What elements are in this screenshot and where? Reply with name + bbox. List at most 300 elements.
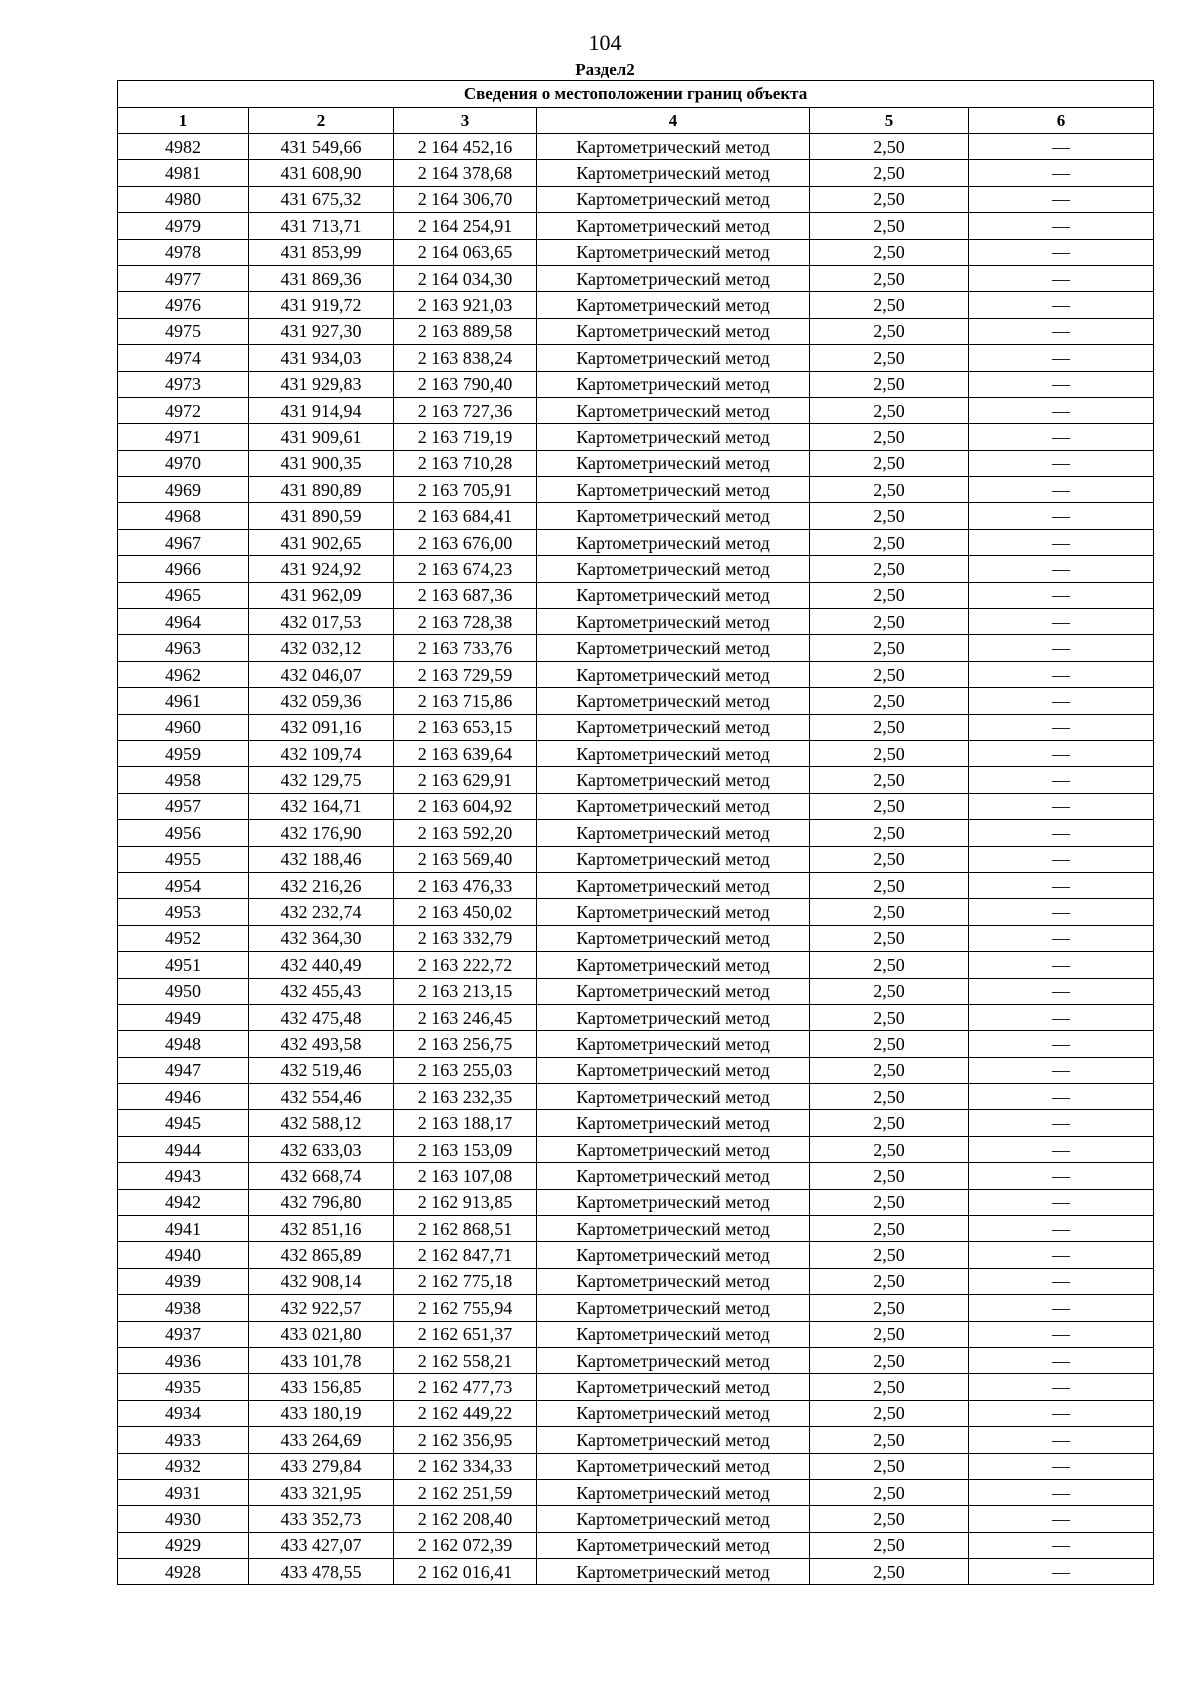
point-number-cell: 4966 [118,556,249,582]
point-number-cell: 4938 [118,1295,249,1321]
method-cell: Картометрический метод [537,1347,810,1373]
description-cell: — [969,1400,1154,1426]
method-cell: Картометрический метод [537,1374,810,1400]
method-cell: Картометрический метод [537,952,810,978]
table-row [118,872,1154,898]
point-number-cell: 4982 [118,134,249,160]
method-cell: Картометрический метод [537,318,810,344]
method-cell: Картометрический метод [537,1506,810,1532]
description-cell: — [969,1031,1154,1057]
point-number-cell: 4937 [118,1321,249,1347]
method-cell: Картометрический метод [537,767,810,793]
accuracy-cell: 2,50 [810,1031,969,1057]
method-cell: Картометрический метод [537,872,810,898]
description-cell: — [969,1057,1154,1083]
accuracy-cell: 2,50 [810,635,969,661]
x-coordinate-cell: 431 549,66 [249,134,394,160]
method-cell: Картометрический метод [537,1295,810,1321]
table-row [118,1084,1154,1110]
description-cell: — [969,1559,1154,1585]
x-coordinate-cell: 432 519,46 [249,1057,394,1083]
method-cell: Картометрический метод [537,371,810,397]
accuracy-cell: 2,50 [810,292,969,318]
y-coordinate-cell: 2 163 569,40 [394,846,537,872]
x-coordinate-cell: 433 427,07 [249,1532,394,1558]
method-cell: Картометрический метод [537,899,810,925]
y-coordinate-cell: 2 163 674,23 [394,556,537,582]
y-coordinate-cell: 2 162 334,33 [394,1453,537,1479]
y-coordinate-cell: 2 162 755,94 [394,1295,537,1321]
accuracy-cell: 2,50 [810,134,969,160]
point-number-cell: 4935 [118,1374,249,1400]
point-number-cell: 4971 [118,424,249,450]
accuracy-cell: 2,50 [810,556,969,582]
description-cell: — [969,1347,1154,1373]
table-row [118,213,1154,239]
accuracy-cell: 2,50 [810,1427,969,1453]
accuracy-cell: 2,50 [810,582,969,608]
method-cell: Картометрический метод [537,609,810,635]
method-cell: Картометрический метод [537,661,810,687]
accuracy-cell: 2,50 [810,1110,969,1136]
description-cell: — [969,1374,1154,1400]
point-number-cell: 4939 [118,1268,249,1294]
y-coordinate-cell: 2 162 016,41 [394,1559,537,1585]
accuracy-cell: 2,50 [810,239,969,265]
method-cell: Картометрический метод [537,1321,810,1347]
accuracy-cell: 2,50 [810,1479,969,1505]
description-cell: — [969,978,1154,1004]
table-row [118,1506,1154,1532]
x-coordinate-cell: 433 264,69 [249,1427,394,1453]
method-cell: Картометрический метод [537,714,810,740]
table-row [118,609,1154,635]
x-coordinate-cell: 431 962,09 [249,582,394,608]
accuracy-cell: 2,50 [810,978,969,1004]
accuracy-cell: 2,50 [810,213,969,239]
x-coordinate-cell: 431 919,72 [249,292,394,318]
y-coordinate-cell: 2 163 246,45 [394,1004,537,1030]
description-cell: — [969,609,1154,635]
description-cell: — [969,740,1154,766]
x-coordinate-cell: 432 109,74 [249,740,394,766]
y-coordinate-cell: 2 163 107,08 [394,1163,537,1189]
accuracy-cell: 2,50 [810,1163,969,1189]
y-coordinate-cell: 2 162 251,59 [394,1479,537,1505]
y-coordinate-cell: 2 163 153,09 [394,1136,537,1162]
method-cell: Картометрический метод [537,186,810,212]
y-coordinate-cell: 2 163 450,02 [394,899,537,925]
column-header: 5 [810,108,969,134]
accuracy-cell: 2,50 [810,265,969,291]
x-coordinate-cell: 431 853,99 [249,239,394,265]
method-cell: Картометрический метод [537,424,810,450]
description-cell: — [969,661,1154,687]
description-cell: — [969,925,1154,951]
table-body [118,134,1154,1585]
point-number-cell: 4968 [118,503,249,529]
description-cell: — [969,820,1154,846]
point-number-cell: 4959 [118,740,249,766]
y-coordinate-cell: 2 164 034,30 [394,265,537,291]
point-number-cell: 4970 [118,450,249,476]
accuracy-cell: 2,50 [810,661,969,687]
x-coordinate-cell: 432 851,16 [249,1216,394,1242]
method-cell: Картометрический метод [537,450,810,476]
table-row [118,345,1154,371]
table-row [118,767,1154,793]
table-row [118,424,1154,450]
description-cell: — [969,318,1154,344]
point-number-cell: 4976 [118,292,249,318]
y-coordinate-cell: 2 162 847,71 [394,1242,537,1268]
accuracy-cell: 2,50 [810,503,969,529]
y-coordinate-cell: 2 164 254,91 [394,213,537,239]
method-cell: Картометрический метод [537,820,810,846]
method-cell: Картометрический метод [537,1242,810,1268]
x-coordinate-cell: 431 934,03 [249,345,394,371]
table-row [118,1400,1154,1426]
x-coordinate-cell: 431 713,71 [249,213,394,239]
table-row [118,1163,1154,1189]
description-cell: — [969,1268,1154,1294]
y-coordinate-cell: 2 164 063,65 [394,239,537,265]
table-row [118,1374,1154,1400]
table-row [118,1216,1154,1242]
description-cell: — [969,213,1154,239]
x-coordinate-cell: 432 176,90 [249,820,394,846]
table-row [118,1189,1154,1215]
description-cell: — [969,635,1154,661]
x-coordinate-cell: 432 475,48 [249,1004,394,1030]
table-row [118,1136,1154,1162]
y-coordinate-cell: 2 163 188,17 [394,1110,537,1136]
method-cell: Картометрический метод [537,1479,810,1505]
y-coordinate-cell: 2 162 913,85 [394,1189,537,1215]
x-coordinate-cell: 431 869,36 [249,265,394,291]
y-coordinate-cell: 2 163 213,15 [394,978,537,1004]
x-coordinate-cell: 431 890,59 [249,503,394,529]
table-row [118,160,1154,186]
accuracy-cell: 2,50 [810,529,969,555]
method-cell: Картометрический метод [537,1163,810,1189]
point-number-cell: 4931 [118,1479,249,1505]
y-coordinate-cell: 2 163 255,03 [394,1057,537,1083]
accuracy-cell: 2,50 [810,371,969,397]
method-cell: Картометрический метод [537,1057,810,1083]
description-cell: — [969,1295,1154,1321]
point-number-cell: 4957 [118,793,249,819]
accuracy-cell: 2,50 [810,952,969,978]
description-cell: — [969,265,1154,291]
x-coordinate-cell: 431 900,35 [249,450,394,476]
y-coordinate-cell: 2 163 921,03 [394,292,537,318]
point-number-cell: 4948 [118,1031,249,1057]
description-cell: — [969,1136,1154,1162]
accuracy-cell: 2,50 [810,1004,969,1030]
boundary-coordinates-table [117,80,1154,1585]
description-cell: — [969,345,1154,371]
method-cell: Картометрический метод [537,846,810,872]
table-row [118,978,1154,1004]
x-coordinate-cell: 432 046,07 [249,661,394,687]
point-number-cell: 4933 [118,1427,249,1453]
accuracy-cell: 2,50 [810,1347,969,1373]
column-header: 3 [394,108,537,134]
column-header: 6 [969,108,1154,134]
description-cell: — [969,397,1154,423]
point-number-cell: 4934 [118,1400,249,1426]
point-number-cell: 4932 [118,1453,249,1479]
method-cell: Картометрический метод [537,978,810,1004]
description-cell: — [969,477,1154,503]
description-cell: — [969,186,1154,212]
method-cell: Картометрический метод [537,265,810,291]
x-coordinate-cell: 432 865,89 [249,1242,394,1268]
description-cell: — [969,1110,1154,1136]
point-number-cell: 4956 [118,820,249,846]
x-coordinate-cell: 431 608,90 [249,160,394,186]
table-row [118,503,1154,529]
table-row [118,952,1154,978]
point-number-cell: 4940 [118,1242,249,1268]
x-coordinate-cell: 432 440,49 [249,952,394,978]
y-coordinate-cell: 2 163 838,24 [394,345,537,371]
x-coordinate-cell: 432 188,46 [249,846,394,872]
accuracy-cell: 2,50 [810,714,969,740]
accuracy-cell: 2,50 [810,925,969,951]
y-coordinate-cell: 2 163 710,28 [394,450,537,476]
description-cell: — [969,556,1154,582]
x-coordinate-cell: 432 216,26 [249,872,394,898]
method-cell: Картометрический метод [537,1453,810,1479]
x-coordinate-cell: 433 101,78 [249,1347,394,1373]
table-row [118,1295,1154,1321]
method-cell: Картометрический метод [537,292,810,318]
point-number-cell: 4973 [118,371,249,397]
y-coordinate-cell: 2 163 222,72 [394,952,537,978]
description-cell: — [969,714,1154,740]
y-coordinate-cell: 2 163 604,92 [394,793,537,819]
point-number-cell: 4969 [118,477,249,503]
point-number-cell: 4955 [118,846,249,872]
y-coordinate-cell: 2 163 715,86 [394,688,537,714]
point-number-cell: 4974 [118,345,249,371]
accuracy-cell: 2,50 [810,318,969,344]
method-cell: Картометрический метод [537,1189,810,1215]
accuracy-cell: 2,50 [810,186,969,212]
table-row [118,397,1154,423]
point-number-cell: 4946 [118,1084,249,1110]
method-cell: Картометрический метод [537,1084,810,1110]
description-cell: — [969,688,1154,714]
point-number-cell: 4943 [118,1163,249,1189]
accuracy-cell: 2,50 [810,767,969,793]
x-coordinate-cell: 431 914,94 [249,397,394,423]
x-coordinate-cell: 432 554,46 [249,1084,394,1110]
y-coordinate-cell: 2 162 072,39 [394,1532,537,1558]
description-cell: — [969,1532,1154,1558]
y-coordinate-cell: 2 162 775,18 [394,1268,537,1294]
point-number-cell: 4977 [118,265,249,291]
point-number-cell: 4950 [118,978,249,1004]
table-row [118,925,1154,951]
accuracy-cell: 2,50 [810,820,969,846]
table-row [118,1559,1154,1585]
method-cell: Картометрический метод [537,582,810,608]
table-row [118,1347,1154,1373]
accuracy-cell: 2,50 [810,424,969,450]
accuracy-cell: 2,50 [810,1374,969,1400]
method-cell: Картометрический метод [537,1559,810,1585]
x-coordinate-cell: 432 032,12 [249,635,394,661]
table-row [118,371,1154,397]
column-header: 2 [249,108,394,134]
point-number-cell: 4980 [118,186,249,212]
x-coordinate-cell: 432 232,74 [249,899,394,925]
method-cell: Картометрический метод [537,134,810,160]
table-row [118,1427,1154,1453]
accuracy-cell: 2,50 [810,1400,969,1426]
method-cell: Картометрический метод [537,556,810,582]
description-cell: — [969,239,1154,265]
method-cell: Картометрический метод [537,160,810,186]
method-cell: Картометрический метод [537,397,810,423]
table-row [118,846,1154,872]
accuracy-cell: 2,50 [810,1453,969,1479]
x-coordinate-cell: 432 493,58 [249,1031,394,1057]
y-coordinate-cell: 2 162 356,95 [394,1427,537,1453]
description-cell: — [969,292,1154,318]
description-cell: — [969,1321,1154,1347]
description-cell: — [969,793,1154,819]
x-coordinate-cell: 433 156,85 [249,1374,394,1400]
x-coordinate-cell: 432 668,74 [249,1163,394,1189]
y-coordinate-cell: 2 163 256,75 [394,1031,537,1057]
accuracy-cell: 2,50 [810,1216,969,1242]
point-number-cell: 4928 [118,1559,249,1585]
accuracy-cell: 2,50 [810,1295,969,1321]
method-cell: Картометрический метод [537,1268,810,1294]
point-number-cell: 4979 [118,213,249,239]
point-number-cell: 4972 [118,397,249,423]
y-coordinate-cell: 2 162 477,73 [394,1374,537,1400]
table-row [118,820,1154,846]
method-cell: Картометрический метод [537,477,810,503]
table-row [118,635,1154,661]
point-number-cell: 4936 [118,1347,249,1373]
method-cell: Картометрический метод [537,1532,810,1558]
x-coordinate-cell: 431 909,61 [249,424,394,450]
method-cell: Картометрический метод [537,1400,810,1426]
x-coordinate-cell: 431 927,30 [249,318,394,344]
method-cell: Картометрический метод [537,740,810,766]
y-coordinate-cell: 2 163 684,41 [394,503,537,529]
y-coordinate-cell: 2 162 651,37 [394,1321,537,1347]
method-cell: Картометрический метод [537,529,810,555]
point-number-cell: 4930 [118,1506,249,1532]
table-row [118,1321,1154,1347]
y-coordinate-cell: 2 163 676,00 [394,529,537,555]
x-coordinate-cell: 433 279,84 [249,1453,394,1479]
point-number-cell: 4964 [118,609,249,635]
table-row [118,1242,1154,1268]
method-cell: Картометрический метод [537,1216,810,1242]
point-number-cell: 4965 [118,582,249,608]
method-cell: Картометрический метод [537,1031,810,1057]
y-coordinate-cell: 2 163 592,20 [394,820,537,846]
y-coordinate-cell: 2 163 629,91 [394,767,537,793]
column-header: 1 [118,108,249,134]
accuracy-cell: 2,50 [810,740,969,766]
table-row [118,1031,1154,1057]
accuracy-cell: 2,50 [810,1189,969,1215]
y-coordinate-cell: 2 162 208,40 [394,1506,537,1532]
x-coordinate-cell: 432 017,53 [249,609,394,635]
y-coordinate-cell: 2 163 733,76 [394,635,537,661]
table-caption-row [118,81,1154,108]
point-number-cell: 4949 [118,1004,249,1030]
accuracy-cell: 2,50 [810,1084,969,1110]
y-coordinate-cell: 2 164 452,16 [394,134,537,160]
method-cell: Картометрический метод [537,793,810,819]
point-number-cell: 4981 [118,160,249,186]
page-number: 104 [588,30,622,55]
accuracy-cell: 2,50 [810,1321,969,1347]
point-number-cell: 4953 [118,899,249,925]
description-cell: — [969,1216,1154,1242]
y-coordinate-cell: 2 163 719,19 [394,424,537,450]
method-cell: Картометрический метод [537,1004,810,1030]
point-number-cell: 4963 [118,635,249,661]
description-cell: — [969,1189,1154,1215]
table-row [118,529,1154,555]
accuracy-cell: 2,50 [810,609,969,635]
x-coordinate-cell: 432 455,43 [249,978,394,1004]
method-cell: Картометрический метод [537,503,810,529]
point-number-cell: 4947 [118,1057,249,1083]
table-row [118,1532,1154,1558]
table-row [118,556,1154,582]
y-coordinate-cell: 2 163 476,33 [394,872,537,898]
x-coordinate-cell: 433 352,73 [249,1506,394,1532]
y-coordinate-cell: 2 163 687,36 [394,582,537,608]
point-number-cell: 4945 [118,1110,249,1136]
accuracy-cell: 2,50 [810,345,969,371]
table-row [118,1057,1154,1083]
x-coordinate-cell: 431 902,65 [249,529,394,555]
description-cell: — [969,1453,1154,1479]
description-cell: — [969,582,1154,608]
point-number-cell: 4954 [118,872,249,898]
description-cell: — [969,1427,1154,1453]
description-cell: — [969,1242,1154,1268]
point-number-cell: 4929 [118,1532,249,1558]
y-coordinate-cell: 2 163 889,58 [394,318,537,344]
x-coordinate-cell: 433 180,19 [249,1400,394,1426]
description-cell: — [969,424,1154,450]
description-cell: — [969,767,1154,793]
accuracy-cell: 2,50 [810,1506,969,1532]
x-coordinate-cell: 433 021,80 [249,1321,394,1347]
y-coordinate-cell: 2 163 790,40 [394,371,537,397]
x-coordinate-cell: 432 091,16 [249,714,394,740]
table-row [118,1453,1154,1479]
table-row [118,899,1154,925]
y-coordinate-cell: 2 162 449,22 [394,1400,537,1426]
accuracy-cell: 2,50 [810,160,969,186]
accuracy-cell: 2,50 [810,450,969,476]
